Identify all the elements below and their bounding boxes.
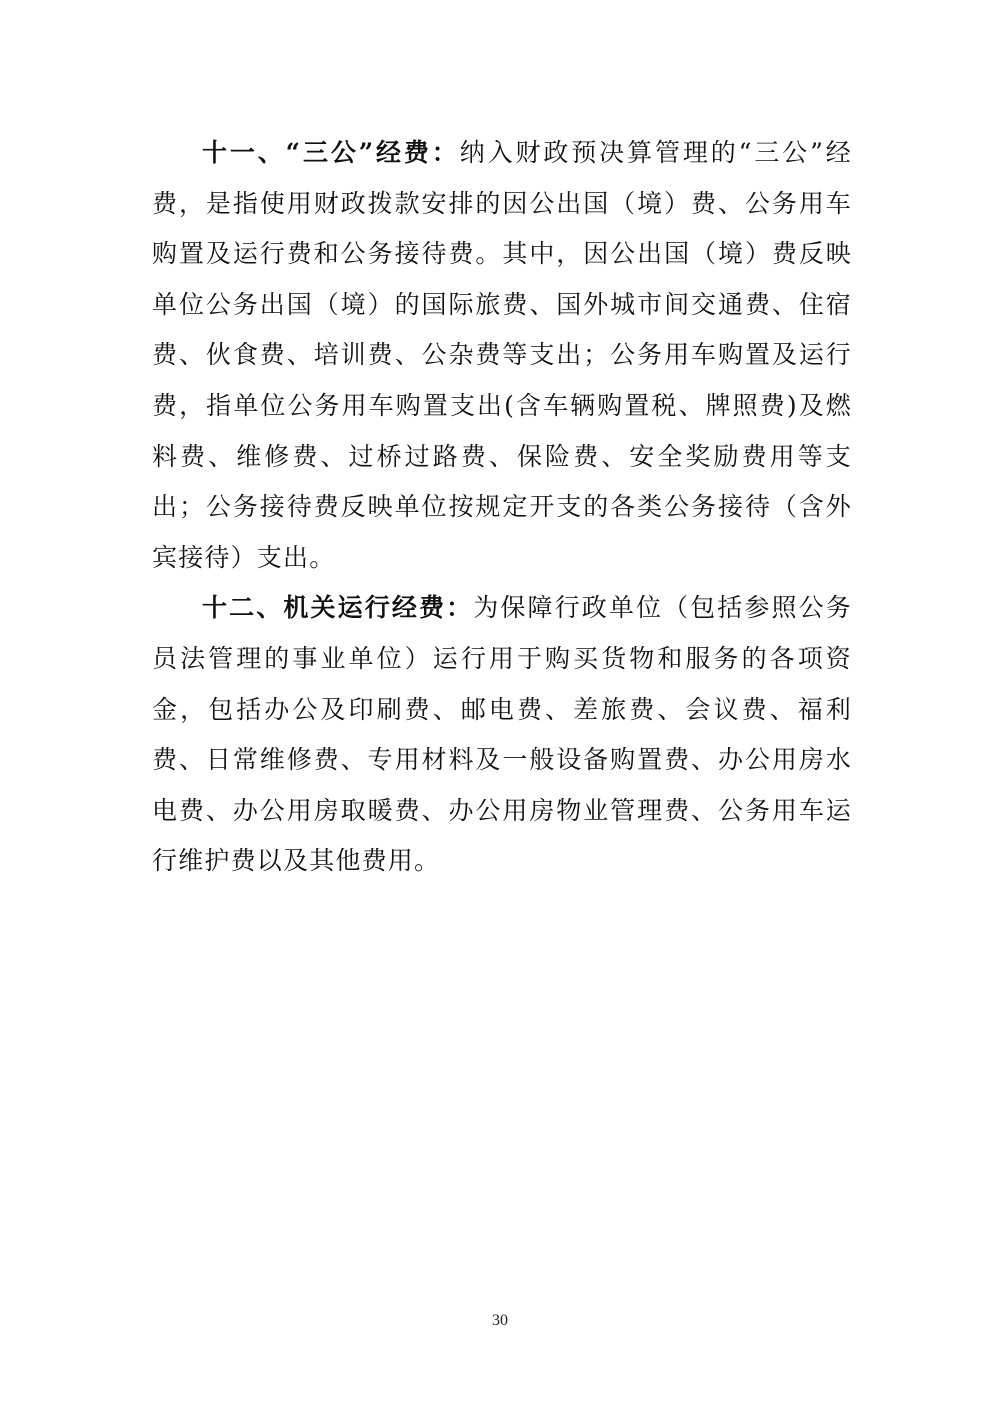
paragraph-operating-expenses	[152, 583, 852, 887]
page-number: 30	[492, 1312, 508, 1329]
paragraph-text: 为保障行政单位（包括参照公务员法管理的事业单位）运行用于购买货物和服务的各项资金，包括办公及印刷费、邮电费、差旅费、会议费、福利费、日常维修费、专用材料及一般设备购置费、办公用房水电费、办公用房取暖费、办公用房物业管理费、公务用车运行维护费以及其他费用。	[152, 593, 852, 876]
paragraph-heading: 十一、“三公”经费：	[202, 138, 460, 167]
paragraph-heading: 十二、机关运行经费：	[202, 593, 474, 623]
document-body	[152, 128, 852, 887]
paragraph-text: 纳入财政预决算管理的“三公”经费，是指使用财政拨款安排的因公出国（境）费、公务用车购置及运行费和公务接待费。其中，因公出国（境）费反映单位公务出国（境）的国际旅费、国外城市间交通费、住宿费、伙食费、培训费、公杂费等支出；公务用车购置及运行费，指单位公务用车购置支出(含车辆购置税、牌照费)及燃料费、维修费、过桥过路费、保险费、安全奖励费用等支出；公务接待费反映单位按规定开支的各类公务接待（含外宾接待）支出。	[152, 138, 852, 572]
paragraph-san-gong-expenses	[152, 128, 852, 583]
